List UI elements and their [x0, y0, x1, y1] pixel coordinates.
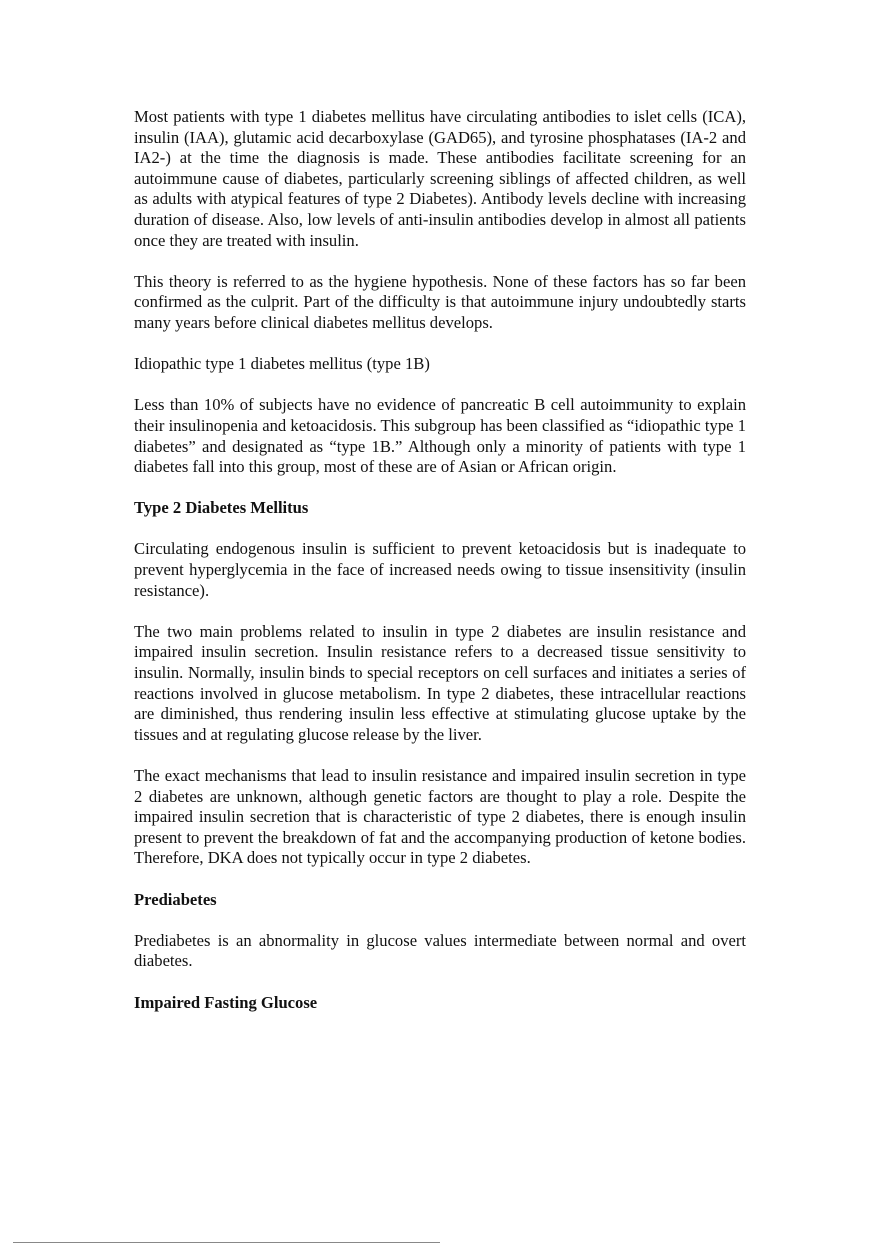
page-content: [134, 107, 746, 1034]
paragraph-mechanisms: The exact mechanisms that lead to insulin resistance and impaired insulin secretion in type 2 diabetes are unknown, although genetic factors are thought to play a role. Despite the impaired insulin secretion that is characteristic of type 2 diabetes, there is enough insulin present to prevent the breakdown of fat and the accompanying production of ketone bodies. Therefore, DKA does not typically occur in type 2 diabetes.: [134, 766, 746, 868]
paragraph-autoantibodies: Most patients with type 1 diabetes mellitus have circulating antibodies to islet cells (ICA), insulin (IAA), glutamic acid decarboxylase (GAD65), and tyrosine phosphatases (IA-2 and IA2-) at the time the diagnosis is made. These antibodies facilitate screening for an autoimmune cause of diabetes, particularly screening siblings of affected children, as well as adults with atypical features of type 2 Diabetes). Antibody levels decline with increasing duration of disease. Also, low levels of anti-insulin antibodies develop in almost all patients once they are treated with insulin.: [134, 107, 746, 250]
heading-impaired-fasting-glucose: Impaired Fasting Glucose: [134, 992, 318, 1012]
paragraph-insulin-resistance: The two main problems related to insulin in type 2 diabetes are insulin resistance and impaired insulin secretion. Insulin resistance refers to a decreased tissue sensitivity to insulin. Normally, insulin binds to special receptors on cell surfaces and initiates a series of reactions involved in glucose metabolism. In type 2 diabetes, these intracellular reactions are diminished, thus rendering insulin less effective at stimulating glucose uptake by the tissues and at regulating glucose release by the liver.: [134, 621, 746, 744]
heading-type-2-diabetes: Type 2 Diabetes Mellitus: [134, 498, 309, 518]
paragraph-hygiene-hypothesis: This theory is referred to as the hygiene hypothesis. None of these factors has so far been confirmed as the culprit. Part of the difficulty is that autoimmune injury undoubtedly starts many years before clinical diabetes mellitus develops.: [134, 271, 746, 332]
paragraph-prediabetes: Prediabetes is an abnormality in glucose values intermediate between normal and overt diabetes.: [134, 930, 746, 971]
heading-prediabetes: Prediabetes: [134, 889, 217, 909]
paragraph-endogenous-insulin: Circulating endogenous insulin is sufficient to prevent ketoacidosis but is inadequate to prevent hyperglycemia in the face of increased needs owing to tissue insensitivity (insulin resistance).: [134, 539, 746, 600]
footnote-divider: [13, 1242, 440, 1243]
paragraph-idiopathic-type-1: Less than 10% of subjects have no evidence of pancreatic B cell autoimmunity to explain their insulinopenia and ketoacidosis. This subgroup has been classified as “idiopathic type 1 diabetes” and designated as “type 1B.” Although only a minority of patients with type 1 diabetes fall into this group, most of these are of Asian or African origin.: [134, 395, 746, 477]
subheading-idiopathic-type-1b: Idiopathic type 1 diabetes mellitus (type 1B): [134, 354, 430, 374]
